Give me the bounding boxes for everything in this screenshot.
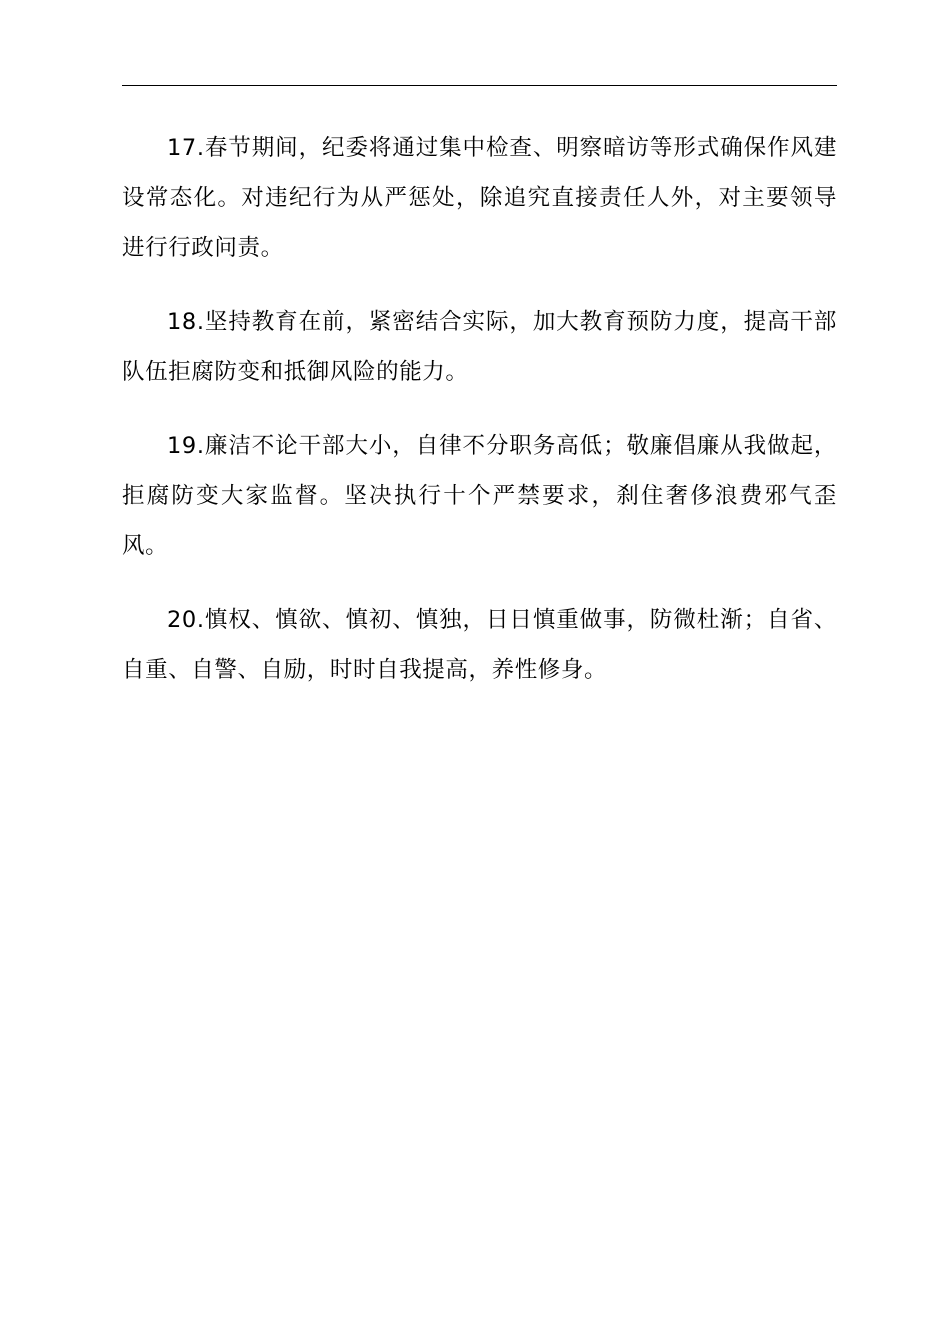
paragraph-20: 20.慎权、慎欲、慎初、慎独，日日慎重做事，防微杜渐；自省、自重、自警、自励，时时自我提高，养性修身。: [122, 607, 837, 683]
paragraph-18: 18.坚持教育在前，紧密结合实际，加大教育预防力度，提高干部队伍拒腐防变和抵御风险的能力。: [122, 309, 837, 385]
document-body: [122, 123, 837, 719]
paragraph-19: 19.廉洁不论干部大小，自律不分职务高低；敬廉倡廉从我做起，拒腐防变大家监督。坚决执行十个严禁要求，刹住奢侈浪费邪气歪风。: [122, 433, 837, 559]
header-rule: [122, 85, 837, 86]
paragraph-17: 17.春节期间，纪委将通过集中检查、明察暗访等形式确保作风建设常态化。对违纪行为从严惩处，除追究直接责任人外，对主要领导进行行政问责。: [122, 135, 837, 261]
